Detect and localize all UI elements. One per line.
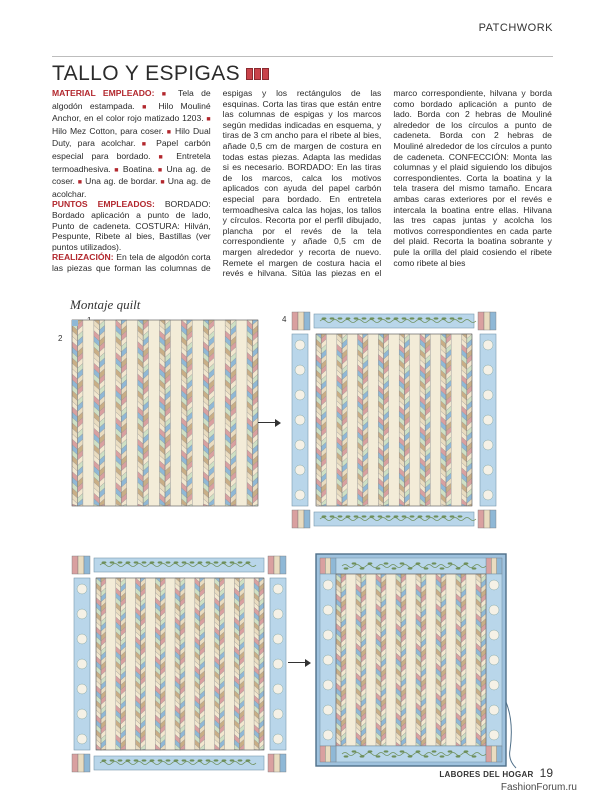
- leaf: [408, 567, 413, 569]
- sashing-strip: [389, 334, 399, 506]
- leaf: [110, 759, 115, 761]
- leaf: [432, 750, 437, 752]
- circle-applique: [77, 584, 87, 594]
- circle-applique: [77, 609, 87, 619]
- leaf: [458, 317, 463, 319]
- circle-applique: [295, 490, 305, 500]
- section-keyword: MATERIAL EMPLEADO:: [52, 88, 155, 98]
- corner-block: [304, 510, 310, 528]
- corner-block: [497, 558, 502, 574]
- corner-block: [84, 754, 90, 772]
- leaf: [432, 562, 437, 564]
- sashing-strip: [426, 574, 436, 746]
- circle-applique: [489, 580, 499, 590]
- leaf: [370, 317, 375, 319]
- vine-border: [336, 558, 486, 574]
- leaf: [158, 759, 163, 761]
- circle-applique: [273, 609, 283, 619]
- leaf: [118, 759, 123, 761]
- sashing-strip: [244, 578, 254, 750]
- corner-block: [490, 510, 496, 528]
- callout-4: 4: [282, 315, 287, 324]
- leaf: [434, 515, 439, 517]
- sashing-strip: [105, 320, 116, 506]
- corner-block: [274, 754, 280, 772]
- leaf: [214, 561, 219, 563]
- leaf: [434, 317, 439, 319]
- callout-2: 2: [58, 334, 63, 343]
- leaf: [238, 759, 243, 761]
- leaf: [214, 759, 219, 761]
- circle-applique: [323, 655, 333, 665]
- sashing-strip: [368, 334, 378, 506]
- corner-block: [478, 510, 484, 528]
- leaf: [370, 515, 375, 517]
- leaf: [142, 759, 147, 761]
- leaf: [198, 759, 203, 761]
- leaf: [472, 567, 477, 569]
- bullet-square-icon: ■: [161, 91, 171, 98]
- circle-applique: [295, 415, 305, 425]
- leaf: [400, 750, 405, 752]
- leaf: [174, 759, 179, 761]
- leaf: [102, 561, 107, 563]
- sashing-strip: [430, 334, 440, 506]
- text-run: Hilo Dual Duty, para acolchar.: [52, 125, 211, 149]
- sashing-strip: [170, 320, 181, 506]
- circle-applique: [483, 340, 493, 350]
- leaf: [410, 515, 415, 517]
- leaf: [142, 561, 147, 563]
- text-run: [154, 88, 161, 98]
- diagram-title: Montaje quilt: [70, 297, 141, 312]
- leaf: [238, 561, 243, 563]
- sashing-strip: [149, 320, 160, 506]
- circle-applique: [77, 734, 87, 744]
- circle-applique: [489, 655, 499, 665]
- section-keyword: PUNTOS EMPLEADOS:: [52, 199, 155, 210]
- leaf: [448, 562, 453, 564]
- text-run: Hilo Mouliné Anchor, en el color rojo matizado 1203.: [52, 100, 211, 124]
- circle-applique: [489, 680, 499, 690]
- paragraph: [52, 88, 211, 199]
- leaf: [362, 515, 367, 517]
- quilt-step-3: [68, 552, 290, 774]
- sashing-strip: [366, 574, 376, 746]
- corner-block: [478, 312, 484, 330]
- circle-applique: [323, 580, 333, 590]
- leaf: [206, 561, 211, 563]
- leaf: [230, 561, 235, 563]
- leaf: [134, 759, 139, 761]
- corner-block: [78, 556, 84, 574]
- leaf: [346, 317, 351, 319]
- watermark: FashionForum.ru: [500, 782, 577, 793]
- corner-block: [491, 746, 496, 762]
- text-run: Boatina.: [119, 163, 158, 174]
- article-title-row: [52, 62, 269, 86]
- corner-block: [497, 746, 502, 762]
- corner-piece: [72, 320, 78, 326]
- leaf: [354, 515, 359, 517]
- circle-applique: [77, 634, 87, 644]
- leaf: [322, 317, 327, 319]
- sashing-strip: [346, 574, 356, 746]
- leaf: [346, 515, 351, 517]
- page-number: 19: [539, 766, 553, 780]
- leaf: [110, 561, 115, 563]
- arrow-right-icon: [288, 658, 312, 668]
- circle-applique: [295, 440, 305, 450]
- leaf: [384, 562, 389, 564]
- sashing-strip: [127, 320, 138, 506]
- leaf: [442, 515, 447, 517]
- leaf: [338, 515, 343, 517]
- corner-block: [320, 746, 325, 762]
- leaf: [456, 755, 461, 757]
- text-run: Tela de algodón estampada.: [52, 88, 211, 111]
- leaf: [378, 515, 383, 517]
- leaf: [376, 755, 381, 757]
- corner-block: [292, 312, 298, 330]
- bullet-square-icon: ■: [157, 166, 164, 174]
- circle-applique: [77, 709, 87, 719]
- circle-applique: [483, 440, 493, 450]
- sashing-strip: [214, 320, 225, 506]
- leaf: [222, 759, 227, 761]
- sashing-strip: [83, 320, 94, 506]
- corner-block: [298, 312, 304, 330]
- corner-block: [491, 558, 496, 574]
- circle-applique: [295, 465, 305, 475]
- leaf: [402, 317, 407, 319]
- circle-applique: [323, 730, 333, 740]
- leaf: [230, 759, 235, 761]
- leaf: [352, 562, 357, 564]
- leaf: [450, 515, 455, 517]
- vine-border: [336, 746, 486, 762]
- leaf: [440, 567, 445, 569]
- leaf: [344, 567, 349, 569]
- text-run: Papel carbón especial para bordado.: [52, 138, 211, 161]
- sashing-strip: [347, 334, 357, 506]
- leaf: [150, 561, 155, 563]
- leaf: [448, 750, 453, 752]
- text-run: Una ag. de coser.: [52, 163, 211, 187]
- quilt-step-1: [68, 318, 268, 508]
- quilt-step-2: [288, 310, 500, 532]
- circle-applique: [273, 659, 283, 669]
- leaf: [102, 759, 107, 761]
- leaf: [150, 759, 155, 761]
- corner-block: [486, 746, 491, 762]
- leaf: [450, 317, 455, 319]
- circle-applique: [273, 584, 283, 594]
- corner-block: [280, 556, 286, 574]
- header-rule: [52, 56, 553, 57]
- circle-applique: [323, 680, 333, 690]
- paragraph: [52, 199, 211, 252]
- corner-block: [484, 510, 490, 528]
- leaf: [360, 755, 365, 757]
- circle-applique: [273, 734, 283, 744]
- arrow-right-icon: [258, 418, 282, 428]
- binding-tail: [506, 702, 516, 768]
- leaf: [408, 755, 413, 757]
- leaf: [198, 561, 203, 563]
- corner-block: [486, 558, 491, 574]
- leaf: [384, 750, 389, 752]
- leaf: [338, 317, 343, 319]
- sashing-strip: [106, 578, 116, 750]
- circle-applique: [323, 605, 333, 615]
- leaf: [418, 317, 423, 319]
- leaf: [190, 561, 195, 563]
- leaf: [246, 759, 251, 761]
- leaf: [360, 567, 365, 569]
- leaf: [158, 561, 163, 563]
- sashing-strip: [165, 578, 175, 750]
- leaf: [426, 317, 431, 319]
- leaf: [378, 317, 383, 319]
- sashing-strip: [192, 320, 203, 506]
- leaf: [362, 317, 367, 319]
- corner-block: [78, 754, 84, 772]
- circle-applique: [483, 465, 493, 475]
- corner-block: [72, 556, 78, 574]
- text-run: Entretela termoadhesiva.: [52, 150, 211, 174]
- corner-block: [298, 510, 304, 528]
- bullet-square-icon: ■: [166, 128, 172, 136]
- corner-block: [484, 312, 490, 330]
- bullet-square-icon: ■: [158, 153, 169, 161]
- sashing-strip: [446, 574, 456, 746]
- circle-applique: [489, 605, 499, 615]
- footer: [439, 766, 553, 780]
- sashing-strip: [466, 574, 476, 746]
- leaf: [368, 750, 373, 752]
- leaf: [118, 561, 123, 563]
- text-run: Una ag. de acolchar.: [52, 176, 211, 199]
- leaf: [166, 561, 171, 563]
- corner-block: [268, 754, 274, 772]
- circle-applique: [323, 630, 333, 640]
- text-run: BORDADO: Bordado aplicación a punto de lado, Punto de cadeneta. COSTURA: Hilván, Pespunte, Ribete al bies, Bastillas (ver puntos utilizados).: [52, 199, 211, 252]
- article-title: TALLO Y ESPIGAS: [52, 62, 241, 85]
- corner-block: [325, 558, 330, 574]
- leaf: [134, 561, 139, 563]
- leaf: [246, 561, 251, 563]
- sashing-strip: [185, 578, 195, 750]
- leaf: [394, 515, 399, 517]
- circle-applique: [489, 730, 499, 740]
- leaf: [442, 317, 447, 319]
- circle-applique: [77, 659, 87, 669]
- leaf: [174, 561, 179, 563]
- circle-applique: [483, 490, 493, 500]
- leaf: [206, 759, 211, 761]
- leaf: [416, 562, 421, 564]
- circle-applique: [295, 390, 305, 400]
- circle-applique: [273, 709, 283, 719]
- leaf: [182, 759, 187, 761]
- leaf: [126, 561, 131, 563]
- leaf: [416, 750, 421, 752]
- bullet-square-icon: ■: [142, 103, 152, 111]
- leaf: [410, 317, 415, 319]
- leaf: [400, 562, 405, 564]
- leaf: [354, 317, 359, 319]
- section-label: PATCHWORK: [478, 22, 553, 34]
- leaf: [440, 755, 445, 757]
- leaf: [330, 317, 335, 319]
- leaf: [386, 515, 391, 517]
- circle-applique: [273, 634, 283, 644]
- leaf: [330, 515, 335, 517]
- leaf: [418, 515, 423, 517]
- sashing-strip: [410, 334, 420, 506]
- sashing-strip: [386, 574, 396, 746]
- leaf: [368, 562, 373, 564]
- leaf: [322, 515, 327, 517]
- corner-block: [320, 558, 325, 574]
- leaf: [394, 317, 399, 319]
- corner-block: [331, 558, 336, 574]
- leaf: [392, 567, 397, 569]
- circle-applique: [489, 705, 499, 715]
- sashing-strip: [126, 578, 136, 750]
- leaf: [352, 750, 357, 752]
- leaf: [376, 567, 381, 569]
- sashing-strip: [224, 578, 234, 750]
- corner-block: [280, 754, 286, 772]
- sashing-strip: [145, 578, 155, 750]
- bullet-square-icon: ■: [141, 141, 150, 149]
- corner-block: [331, 746, 336, 762]
- corner-block: [72, 754, 78, 772]
- text-run: En tela de algodón corta las piezas que forman las columnas de espigas y los rectángulos de las esquinas. Corta las tiras que están entre las columnas de espigas y los marcos según medidas indicadas en esquema, y tiras de 3 cm ancho para el ribete al bies, añade 0,5 cm de margen de costura en todas estas piezas. Adapta las medidas si es necesario. BORDADO: En las tiras de los marcos, calca los motivos aplicados con ayuda del papel carbón especial para bordado. En entretela termoadhesiva calca las hojas, los tallos y círculos. Recorta por el perfil dibujado, plancha por el revés de la tela correspondiente y añade 0,5 cm de margen alrededor y recorta de nuevo. Remete el margen de costura hacia el revés e hilvana. Sitúa las piezas en el marco correspondiente, hilvana y borda como bordado aplicación a punto de lado. Borda con 2 hebras de Mouliné alrededor de los círculos a punto de cadeneta. Borda con 2 hebras de Mouliné alrededor de los círculos a punto de cadeneta. CONFECCIÓN: Monta las columnas y el plaid siguiendo los dibujos correspondientes. Corta la boatina y la tela trasera del mismo tamaño. Encara ambas caras exteriores por el revés e intercala la boatina entre ellas. Hilvana las tres capas juntas y acolcha los motivos correspondientes en cada parte del plaid. Recorta la boatina sobrante y pule la orilla del plaid cosiendo el ribete como ribete al bies: [52, 88, 552, 279]
- circle-applique: [77, 684, 87, 694]
- leaf: [464, 750, 469, 752]
- circle-applique: [295, 340, 305, 350]
- sashing-strip: [406, 574, 416, 746]
- leaf: [464, 562, 469, 564]
- text-run: Hilo Mez Cotton, para coser.: [52, 125, 167, 136]
- circle-applique: [483, 415, 493, 425]
- sashing-strip: [236, 320, 247, 506]
- corner-block: [490, 312, 496, 330]
- quilt-step-4: [314, 552, 520, 774]
- text-run: Una ag. de bordar.: [82, 176, 161, 187]
- leaf: [182, 561, 187, 563]
- leaf: [472, 755, 477, 757]
- bullet-square-icon: ■: [160, 179, 166, 187]
- corner-block: [292, 510, 298, 528]
- circle-applique: [323, 705, 333, 715]
- leaf: [458, 515, 463, 517]
- leaf: [456, 567, 461, 569]
- corner-block: [304, 312, 310, 330]
- circle-applique: [273, 684, 283, 694]
- corner-block: [325, 746, 330, 762]
- leaf: [344, 755, 349, 757]
- bullet-square-icon: ■: [206, 116, 211, 124]
- magazine-name: LABORES DEL HOGAR: [439, 770, 534, 779]
- section-keyword: REALIZACIÓN:: [52, 252, 114, 263]
- corner-block: [274, 556, 280, 574]
- leaf: [392, 755, 397, 757]
- circle-applique: [295, 365, 305, 375]
- leaf: [222, 561, 227, 563]
- leaf: [424, 567, 429, 569]
- corner-block: [84, 556, 90, 574]
- sashing-strip: [205, 578, 215, 750]
- article-body: [52, 88, 552, 300]
- corner-block: [268, 556, 274, 574]
- sashing-strip: [326, 334, 336, 506]
- leaf: [424, 755, 429, 757]
- leaf: [386, 317, 391, 319]
- leaf: [402, 515, 407, 517]
- circle-applique: [483, 390, 493, 400]
- leaf: [190, 759, 195, 761]
- bullet-square-icon: ■: [77, 179, 83, 187]
- sashing-strip: [451, 334, 461, 506]
- patchwork-icon: [246, 68, 269, 80]
- circle-applique: [483, 365, 493, 375]
- leaf: [426, 515, 431, 517]
- leaf: [166, 759, 171, 761]
- bullet-square-icon: ■: [114, 166, 120, 174]
- leaf: [126, 759, 131, 761]
- circle-applique: [489, 630, 499, 640]
